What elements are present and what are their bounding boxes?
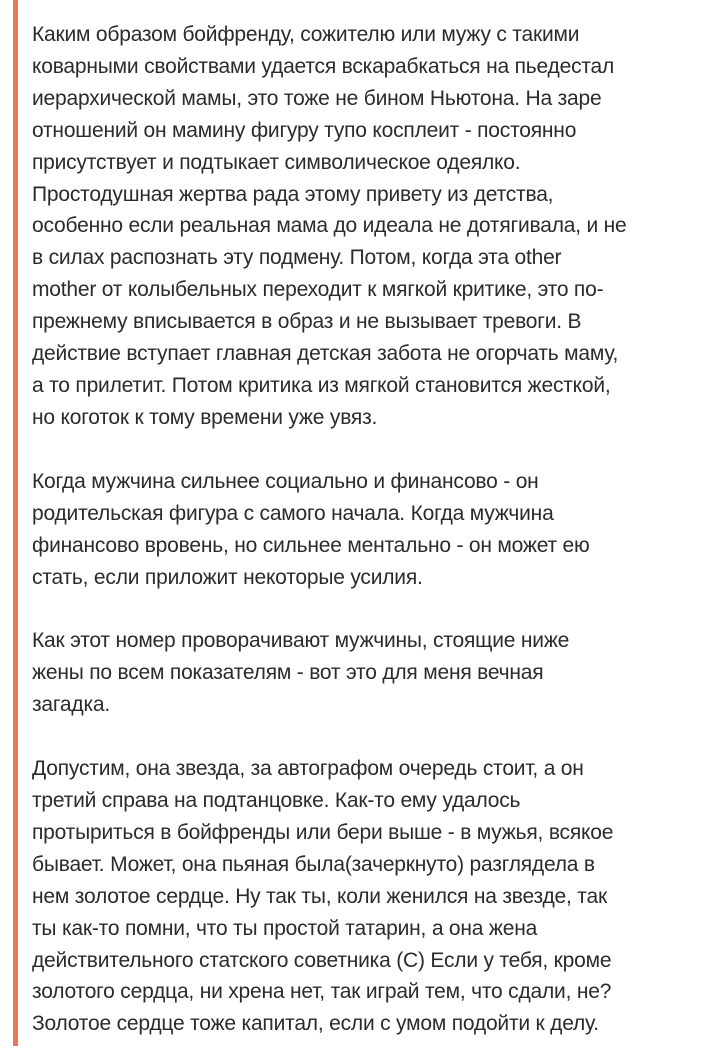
text-line: финансово вровень, но сильнее ментально - он может ею — [32, 533, 590, 557]
text-line: Когда мужчина сильнее социально и финансово - он — [32, 469, 539, 493]
quote-bar — [13, 0, 18, 1046]
text-line: Золотое сердце тоже капитал, если с умом подойти к делу. — [32, 1012, 599, 1036]
text-line: бывает. Может, она пьяная была(зачеркнуто) разглядела в — [32, 852, 595, 876]
text-line: а то прилетит. Потом критика из мягкой становится жесткой, — [32, 373, 611, 397]
text-line: протыриться в бойфренды или бери выше - в мужья, всякое — [32, 820, 614, 844]
text-line: Простодушная жертва рада этому привету из детства, — [32, 182, 554, 206]
text-line: ты как-то помни, что ты простой татарин, а она жена — [32, 916, 538, 940]
text-line: mother от колыбельных переходит к мягкой критике, это по- — [32, 278, 604, 302]
text-line: присутствует и подтыкает символическое одеялко. — [32, 150, 521, 174]
paragraph-2 — [32, 466, 704, 594]
text-line: Каким образом бойфренду, сожителю или мужу с такими — [32, 23, 580, 46]
text-line: прежнему вписывается в образ и не вызывает тревоги. В — [32, 310, 582, 334]
post-text — [32, 19, 704, 1046]
text-line: коварными свойствами удается вскарабкаться на пьедестал — [32, 54, 615, 78]
text-line: действие вступает главная детская забота не огорчать маму, — [32, 342, 619, 366]
text-line: Как этот номер проворачивают мужчины, стоящие ниже — [32, 629, 570, 653]
text-line: но коготок к тому времени уже увяз. — [32, 405, 378, 429]
text-line: загадка. — [32, 693, 111, 717]
paragraph-3 — [32, 625, 704, 721]
text-line: иерархической мамы, это тоже не бином Ньютона. На заре — [32, 86, 602, 110]
text-line: золотого сердца, ни хрена нет, так играй тем, что сдали, не? — [32, 980, 612, 1004]
text-line: особенно если реальная мама до идеала не дотягивала, и не — [32, 214, 627, 238]
text-line: стать, если приложит некоторые усилия. — [32, 565, 423, 589]
text-line: нем золотое сердце. Ну так ты, коли женился на звезде, так — [32, 884, 607, 908]
paragraph-1 — [32, 19, 704, 434]
paragraph-4 — [32, 753, 704, 1040]
text-line: третий справа на подтанцовке. Как-то ему удалось — [32, 789, 521, 813]
text-line: жены по всем показателям - вот это для меня вечная — [32, 661, 544, 685]
text-line: действительного статского советника (С) Если у тебя, кроме — [32, 948, 612, 972]
text-line: отношений он мамину фигуру тупо косплеит - постоянно — [32, 118, 577, 142]
text-line: родительская фигура с самого начала. Когда мужчина — [32, 501, 554, 525]
text-line: Допустим, она звезда, за автографом очередь стоит, а он — [32, 757, 584, 781]
text-line: в силах распознать эту подмену. Потом, когда эта other — [32, 246, 562, 270]
